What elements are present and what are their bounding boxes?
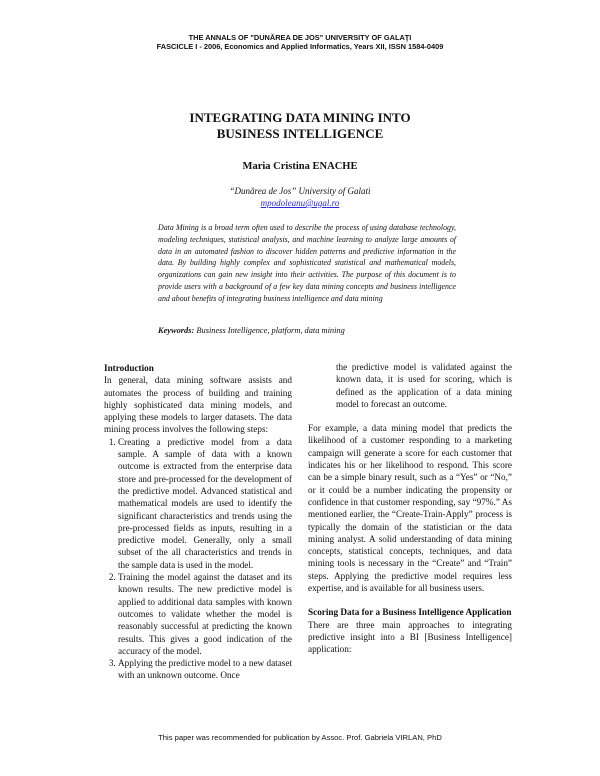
example-paragraph: For example, a data mining model that predicts the likelihood of a customer responding to a marketing campaign will generate a score for each customer that indicates his or her likelihood to respond. This score can be a simple binary result, such as a “Yes” or “No,” or it could be a number indicating the propensity or confidence in that customer responding, say “97%.” As mentioned earlier, the “Create-Train-Apply” process is typically the domain of the statistician or the data mining analyst. A solid understanding of data mining concepts, statistical concepts, techniques, and data mining tools is necessary in the “Create” and “Train” steps. Applying the predictive model requires less expertise, and is available for all business users. <box>308 423 512 594</box>
right-column <box>308 361 512 656</box>
abstract: Data Mining is a broad term often used to describe the process of using database technology, modeling techniques, statistical analysis, and machine learning to analyze large amounts of data in an automated fashion to discover hidden patterns and predictive information in the data. By building highly complex and sophisticated statistical and mathematical models, organizations can gain new insight into their activities. The purpose of this document is to provide users with a background of a few key data mining concepts and business intelligence and about benefits of integrating business intelligence and data mining <box>158 223 456 303</box>
paper-title-line2: BUSINESS INTELLIGENCE <box>216 126 384 141</box>
scoring-paragraph: There are three main approaches to integrating predictive insight into a BI [Business Intelligence] application: <box>308 619 512 655</box>
scoring-heading: Scoring Data for a Business Intelligence Application <box>308 607 512 618</box>
affiliation-institution: “Dunărea de Jos” University of Galati <box>229 186 371 196</box>
list-item: 3. Applying the predictive model to a new dataset with an unknown outcome. Once <box>118 657 292 682</box>
keywords-label: Keywords: <box>158 326 195 335</box>
process-steps-list <box>104 436 292 682</box>
author-email-link[interactable]: mpodoleanu@ugal.ro <box>260 198 340 208</box>
list-item: 2. Training the model against the dataset and its known results. The new predictive model is applied to additional data samples with known outcomes to validate whether the model is reasonably successful at predicting the known results. This gives a good indication of the accuracy of the model. <box>118 571 292 657</box>
journal-header-line2: FASCICLE I - 2006, Economics and Applied Informatics, Years XII, ISSN 1584-0409 <box>156 42 444 52</box>
footer-note: This paper was recommended for publication by Assoc. Prof. Gabriela VIRLAN, PhD <box>158 733 442 742</box>
step3-continuation: the predictive model is validated against the known data, it is used for scoring, which is defined as the application of a data mining model to forecast an outcome. <box>336 362 512 409</box>
introduction-paragraph: In general, data mining software assists and automates the process of building and training highly sophisticated data mining models, and applying these models to larger datasets. The data mining process involves the following steps: <box>104 375 292 435</box>
introduction-heading: Introduction <box>104 363 154 373</box>
journal-header <box>0 33 600 52</box>
author-name: Maria Cristina ENACHE <box>242 161 358 172</box>
keywords-text: Business Intelligence, platform, data mining <box>196 326 345 335</box>
affiliation <box>0 185 600 209</box>
left-column <box>104 362 292 682</box>
list-item: 1. Creating a predictive model from a data sample. A sample of data with a known outcome is extracted from the enterprise data store and pre-processed for the development of the predictive model. Advanced statistical and mathematical models are used to identify the significant characteristics and trends using the pre-processed fields as inputs, resulting in a predictive model. Generally, only a small subset of the all characteristics and trends in the sample data is used in the model. <box>118 436 292 571</box>
keywords <box>158 326 456 335</box>
paper-title <box>0 110 600 142</box>
journal-header-line1: THE ANNALS OF "DUNĂREA DE JOS" UNIVERSITY OF GALAŢI <box>188 33 412 42</box>
paper-title-line1: INTEGRATING DATA MINING INTO <box>189 110 411 125</box>
